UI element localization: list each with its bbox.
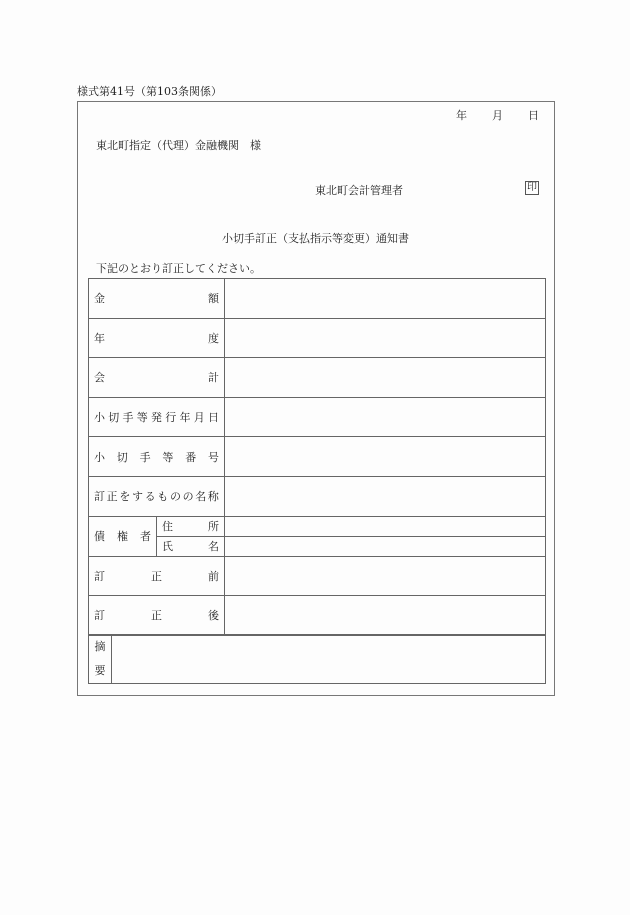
label-fiscal-year: 年 度 xyxy=(89,318,225,358)
row-creditor-name xyxy=(89,536,546,556)
row-after xyxy=(89,596,546,636)
label-creditor-name: 氏 名 xyxy=(157,536,225,556)
check-number-field[interactable] xyxy=(225,437,546,477)
fiscal-year-field[interactable] xyxy=(225,318,546,358)
row-amount xyxy=(89,279,546,319)
date-year: 年 xyxy=(456,109,467,122)
account-field[interactable] xyxy=(225,358,546,398)
label-before-correction: 訂 正 前 xyxy=(89,556,225,596)
row-issue-date xyxy=(89,397,546,437)
amount-field[interactable] xyxy=(225,279,546,319)
label-creditor: 債 権 者 xyxy=(89,516,157,556)
row-fiscal-year xyxy=(89,318,546,358)
creditor-address-field[interactable] xyxy=(225,516,546,536)
label-amount: 金 額 xyxy=(89,279,225,319)
form-number-label: 様式第41号（第103条関係） xyxy=(77,85,222,98)
date-month: 月 xyxy=(492,109,503,122)
creditor-name-field[interactable] xyxy=(225,536,546,556)
seal-mark: 印 xyxy=(527,182,537,193)
label-remarks: 摘 要 xyxy=(89,635,112,684)
row-before xyxy=(89,556,546,596)
document-title: 小切手訂正（支払指示等変更）通知書 xyxy=(222,232,409,245)
row-item-name xyxy=(89,476,546,516)
instruction-text: 下記のとおり訂正してください。 xyxy=(96,262,261,275)
label-after-correction: 訂 正 後 xyxy=(89,596,225,636)
row-creditor-address xyxy=(89,516,546,536)
date-day: 日 xyxy=(528,109,539,122)
row-check-number xyxy=(89,437,546,477)
issue-date-field[interactable] xyxy=(225,397,546,437)
before-correction-field[interactable] xyxy=(225,556,546,596)
row-account xyxy=(89,358,546,398)
label-account: 会 計 xyxy=(89,358,225,398)
after-correction-field[interactable] xyxy=(225,596,546,636)
date-line xyxy=(456,107,539,123)
label-creditor-address: 住 所 xyxy=(157,516,225,536)
row-remarks xyxy=(89,635,546,684)
issuer: 東北町会計管理者 xyxy=(315,184,403,197)
label-item-name: 訂 正 を す る も の の 名 称 xyxy=(89,476,225,516)
remarks-table xyxy=(88,634,546,684)
addressee: 東北町指定（代理）金融機関 様 xyxy=(96,139,261,152)
form-table xyxy=(88,278,546,636)
remarks-field[interactable] xyxy=(112,635,546,684)
label-issue-date: 小 切 手 等 発 行 年 月 日 xyxy=(89,397,225,437)
label-check-number: 小 切 手 等 番 号 xyxy=(89,437,225,477)
item-name-field[interactable] xyxy=(225,476,546,516)
